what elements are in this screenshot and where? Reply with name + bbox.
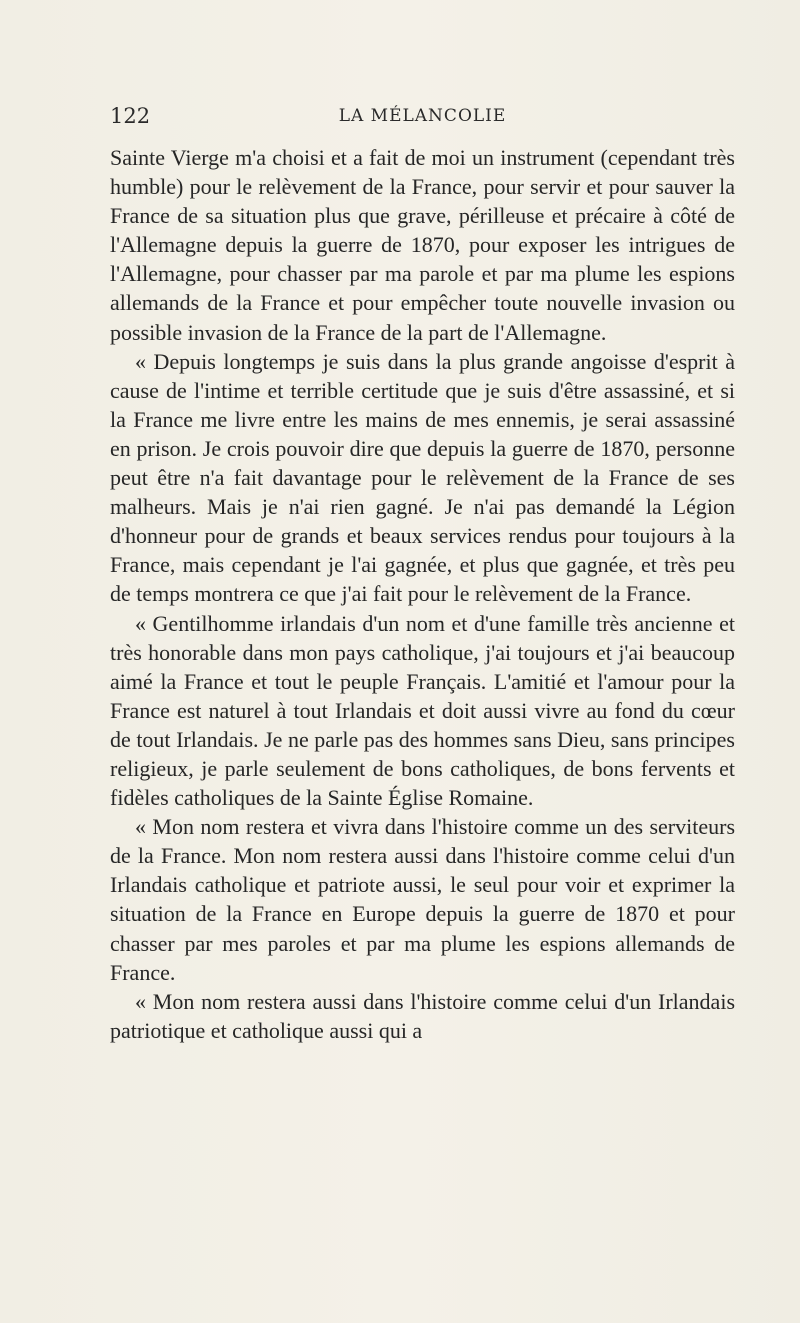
paragraph: « Gentilhomme irlandais d'un nom et d'une famille très ancienne et très honorable dans mon pays catholique, j'ai toujours et j'ai beaucoup aimé la France et tout le peuple Français. L'amitié et l'amour pour la France est naturel à tout Irlandais et doit aussi vivre au fond du cœur de tout Irlandais. Je ne parle pas des hommes sans Dieu, sans principes religieux, je parle seulement de bons catholiques, de bons fervents et fidèles catholiques de la Sainte Église Romaine. xyxy=(110,610,735,811)
paragraph: « Mon nom restera et vivra dans l'histoire comme un des serviteurs de la France. Mon nom restera aussi dans l'histoire comme celui d'un Irlandais catholique et patriote aussi, le seul pour voir et exprimer la situation de la France en Europe depuis la guerre de 1870 et pour chasser par mes paroles et par ma plume les espions allemands de France. xyxy=(110,814,735,985)
page-header xyxy=(110,100,735,134)
paragraph: « Mon nom restera aussi dans l'histoire comme celui d'un Irlandais patriotique et catholique aussi qui a xyxy=(110,988,735,1043)
page-number: 122 xyxy=(110,104,151,128)
paragraph: « Depuis longtemps je suis dans la plus grande angoisse d'esprit à cause de l'intime et terrible certitude que je suis d'être assassiné, et si la France me livre entre les mains de mes ennemis, je serai assassiné en prison. Je crois pouvoir dire que depuis la guerre de 1870, personne peut être n'a fait davantage pour le relèvement de la France de ses malheurs. Mais je n'ai rien gagné. Je n'ai pas demandé la Légion d'honneur pour de grands et beaux services rendus pour toujours à la France, mais cependant je l'ai gagnée, et plus que gagnée, et très peu de temps montrera ce que j'ai fait pour le relèvement de la France. xyxy=(110,348,735,607)
body-text xyxy=(110,143,735,1045)
running-title: LA MÉLANCOLIE xyxy=(338,106,507,126)
paragraph: Sainte Vierge m'a choisi et a fait de moi un instrument (cependant très humble) pour le relèvement de la France, pour servir et pour sauver la France de sa situation plus que grave, périlleuse et précaire à côté de l'Allemagne depuis la guerre de 1870, pour exposer les intrigues de l'Allemagne, pour chasser par ma parole et par ma plume les espions allemands de la France et pour empêcher toute nouvelle invasion ou possible invasion de la France de la part de l'Allemagne. xyxy=(110,145,735,345)
